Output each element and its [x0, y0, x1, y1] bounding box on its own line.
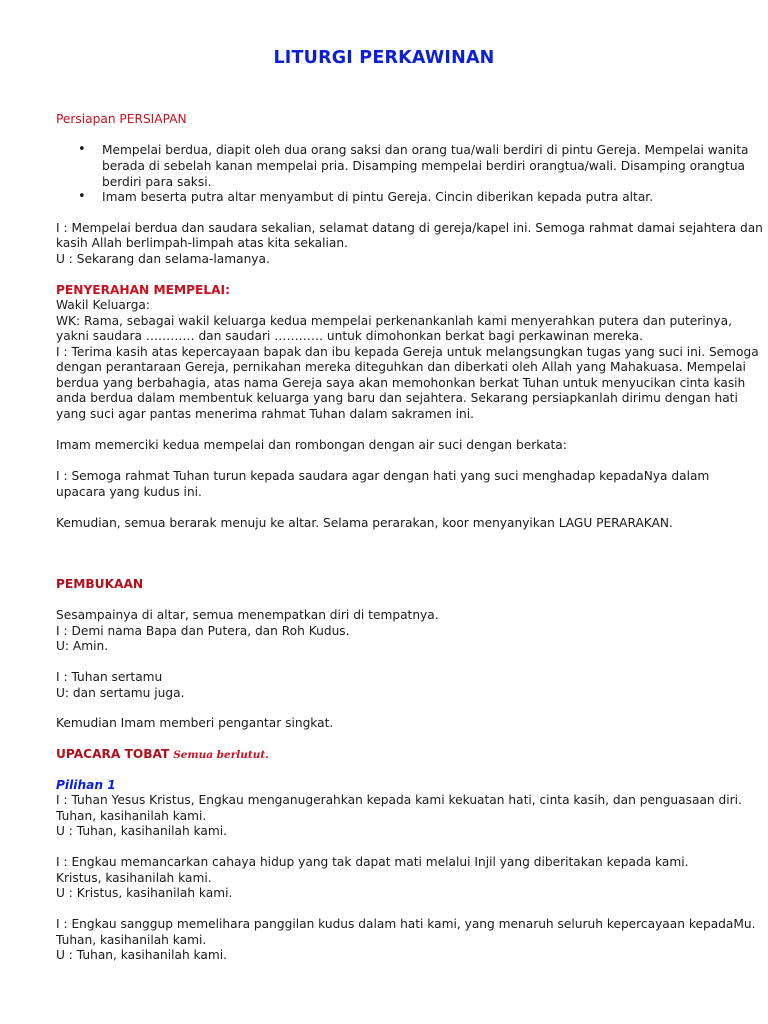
heading-persiapan: Persiapan PERSIAPAN — [56, 112, 187, 126]
semoga-line-1: I : Semoga rahmat Tuhan turun kepada saudara agar dengan hati yang suci menghadap kepadaNya dalam — [56, 469, 710, 483]
bullet-1-line-2: berada di sebelah kanan mempelai pria. Disamping mempelai berdiri orangtua/wali. Disamping orangtua — [102, 159, 746, 173]
penyerahan-line-7: anda berdua dalam membentuk keluarga yang baru dan sejahtera. Sekarang persiapkanlah dirimu dengan hati — [56, 391, 738, 405]
bullet-icon: • — [78, 142, 86, 157]
tobat-2-line-2: Kristus, kasihanilah kami. — [56, 871, 212, 885]
tuhan-sertamu: I : Tuhan sertamu — [56, 670, 163, 684]
penyerahan-line-1: Wakil Keluarga: — [56, 298, 151, 312]
document-title: LITURGI PERKAWINAN — [273, 48, 495, 68]
penyerahan-line-6: berdua yang berbahagia, atas nama Gereja saya akan memohonkan berkat Tuhan untuk menyucikan cinta kasih — [56, 376, 746, 390]
penyerahan-line-4: I : Terima kasih atas kepercayaan bapak dan ibu kepada Gereja untuk melangsungkan tugas yang suci ini. Semoga — [56, 345, 759, 359]
semoga-line-2: upacara yang kudus ini. — [56, 485, 202, 499]
heading-upacara-tobat: UPACARA TOBAT — [56, 747, 170, 761]
pembukaan-line-1: Sesampainya di altar, semua menempatkan diri di tempatnya. — [56, 608, 439, 622]
bullet-icon: • — [78, 189, 86, 204]
pilihan-label: Pilihan 1 — [56, 778, 116, 792]
tobat-2-line-3: U : Kristus, kasihanilah kami. — [56, 886, 233, 900]
heading-upacara-tobat-row — [56, 747, 269, 764]
penyerahan-line-2: WK: Rama, sebagai wakil keluarga kedua mempelai perkenankanlah kami menyerahkan putera dan puterinya, — [56, 314, 732, 328]
dan-sertamu: U: dan sertamu juga. — [56, 686, 185, 700]
greeting-line-3: U : Sekarang dan selama-lamanya. — [56, 252, 270, 266]
bullet-1-line-3: berdiri para saksi. — [102, 175, 212, 189]
heading-pembukaan: PEMBUKAAN — [56, 577, 144, 591]
penyerahan-line-8: yang suci agar pantas menerima rahmat Tuhan dalam sakramen ini. — [56, 407, 475, 421]
perarakan-line: Kemudian, semua berarak menuju ke altar. Selama perarakan, koor menyanyikan LAGU PERARAKAN. — [56, 516, 673, 530]
penyerahan-line-5: dengan perantaraan Gereja, pernikahan mereka diteguhkan dan diberkati oleh Allah yang Mahakuasa. Mempelai — [56, 360, 746, 374]
tobat-3-line-1: I : Engkau sanggup memelihara panggilan kudus dalam hati kami, yang menaruh seluruh kepercayaan kepadaMu. — [56, 917, 756, 931]
pengantar-line: Kemudian Imam memberi pengantar singkat. — [56, 716, 334, 730]
berlutut-note: Semua berlutut. — [173, 749, 269, 761]
tobat-3-line-2: Tuhan, kasihanilah kami. — [56, 933, 207, 947]
bullet-1-line-1: Mempelai berdua, diapit oleh dua orang saksi dan orang tua/wali berdiri di pintu Gereja. Mempelai wanita — [102, 143, 749, 157]
pembukaan-line-3: U: Amin. — [56, 639, 109, 653]
tobat-3-line-3: U : Tuhan, kasihanilah kami. — [56, 948, 228, 962]
greeting-line-1: I : Mempelai berdua dan saudara sekalian, selamat datang di gereja/kapel ini. Semoga rahmat damai sejahtera dan — [56, 221, 763, 235]
heading-penyerahan: PENYERAHAN MEMPELAI: — [56, 283, 230, 297]
tobat-1-line-2: Tuhan, kasihanilah kami. — [56, 809, 207, 823]
penyerahan-line-3: yakni saudara ………… dan saudari ………… untuk dimohonkan berkat bagi perkawinan mereka. — [56, 329, 643, 343]
tobat-1-line-1: I : Tuhan Yesus Kristus, Engkau menganugerahkan kepada kami kekuatan hati, cinta kasih, dan penguasaan diri. — [56, 793, 742, 807]
pembukaan-line-2: I : Demi nama Bapa dan Putera, dan Roh Kudus. — [56, 624, 350, 638]
bullet-2: Imam beserta putra altar menyambut di pintu Gereja. Cincin diberikan kepada putra altar. — [102, 190, 654, 204]
tobat-1-line-3: U : Tuhan, kasihanilah kami. — [56, 824, 228, 838]
greeting-line-2: kasih Allah berlimpah-limpah atas kita sekalian. — [56, 236, 348, 250]
tobat-2-line-1: I : Engkau memancarkan cahaya hidup yang tak dapat mati melalui Injil yang diberitakan kepada kami. — [56, 855, 689, 869]
imam-memerciki: Imam memerciki kedua mempelai dan rombongan dengan air suci dengan berkata: — [56, 438, 567, 452]
